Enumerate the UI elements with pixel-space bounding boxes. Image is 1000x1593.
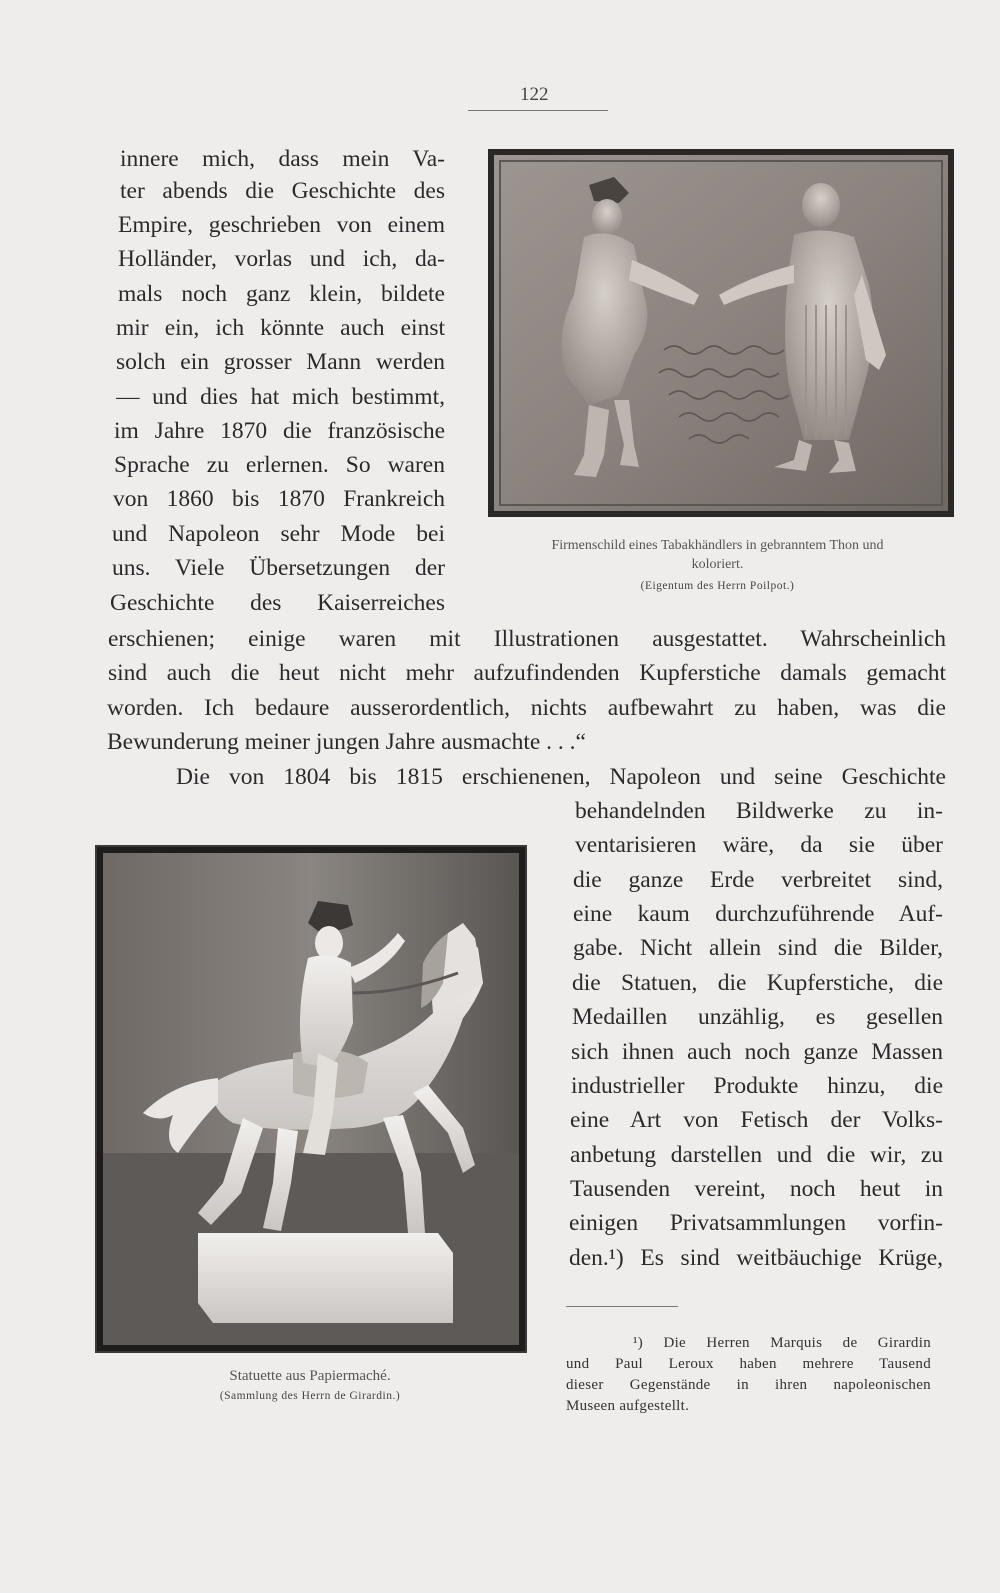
text-line: die Statuen, die Kupferstiche, die [572,970,943,996]
text-line: ter abends die Geschichte des [120,178,445,204]
text-line: behandelnden Bildwerke zu in- [575,798,943,824]
text-line: Holländer, vorlas und ich, da- [118,246,445,272]
relief-image [494,155,948,511]
text-line: — und dies hat mich bestimmt, [116,384,445,410]
text-line: worden. Ich bedaure ausserordentlich, nichts aufbewahrt zu haben, was die [107,695,946,721]
text-line: die ganze Erde verbreitet sind, [573,867,943,893]
text-line: gabe. Nicht allein sind die Bilder, [573,935,943,961]
text-line: Die von 1804 bis 1815 erschienenen, Napoleon und seine Geschichte [176,764,946,790]
text-line: und Napoleon sehr Mode bei [112,521,445,547]
text-line: einigen Privatsammlungen vorfin- [569,1210,943,1236]
text-line: solch ein grosser Mann werden [116,349,445,375]
statuette-image [103,853,519,1345]
text-line: Bewunderung meiner jungen Jahre ausmachte . . .“ [107,729,586,755]
text-line: im Jahre 1870 die französische [114,418,445,444]
text-line: anbetung darstellen und die wir, zu [570,1142,943,1168]
text-line: Empire, geschrieben von einem [118,212,445,238]
text-line: mir ein, ich könnte auch einst [116,315,445,341]
text-line: ventarisieren wäre, da sie über [575,832,943,858]
text-line: Medaillen unzählig, es gesellen [572,1004,943,1030]
footnote-line: ¹) Die Herren Marquis de Girardin [633,1335,931,1351]
text-line: Geschichte des Kaiserreiches [110,590,445,616]
text-line: uns. Viele Übersetzungen der [112,555,445,581]
footnote-line: dieser Gegenstände in ihren napoleonischen [566,1377,931,1393]
figure-2-caption: Statuette aus Papiermaché. [229,1368,391,1384]
footnote-line: und Paul Leroux haben mehrere Tausend [566,1356,931,1372]
text-line: sind auch die heut nicht mehr aufzufindenden Kupferstiche damals gemacht [108,660,946,686]
footnote-rule [566,1306,678,1307]
text-line: erschienen; einige waren mit Illustrationen ausgestattet. Wahrscheinlich [108,626,946,652]
statuette-figure [95,845,527,1353]
tobacconist-sign-figure [488,149,954,517]
text-line: industrieller Produkte hinzu, die [571,1073,943,1099]
text-line: eine Art von Fetisch der Volks- [570,1107,943,1133]
footnote-line: Museen aufgestellt. [566,1398,690,1414]
text-line: sich ihnen auch noch ganze Massen [571,1039,943,1065]
figure-1-caption-cont: koloriert. [691,557,744,572]
figure-2-credit: (Sammlung des Herrn de Girardin.) [219,1390,401,1402]
text-line: den.¹) Es sind weitbäuchige Krüge, [569,1245,943,1271]
text-line: Tausenden vereint, noch heut in [570,1176,943,1202]
figure-1-credit: (Eigentum des Herrn Poilpot.) [640,580,795,592]
page-number: 122 [520,84,549,105]
text-line: innere mich, dass mein Va- [120,146,445,172]
figure-1-caption: Firmenschild eines Tabakhändlers in gebranntem Thon und [551,538,884,553]
text-line: Sprache zu erlernen. So waren [114,452,445,478]
text-line: eine kaum durchzuführende Auf- [573,901,943,927]
text-line: mals noch ganz klein, bildete [118,281,445,307]
text-line: von 1860 bis 1870 Frankreich [113,486,445,512]
header-rule [468,110,608,111]
